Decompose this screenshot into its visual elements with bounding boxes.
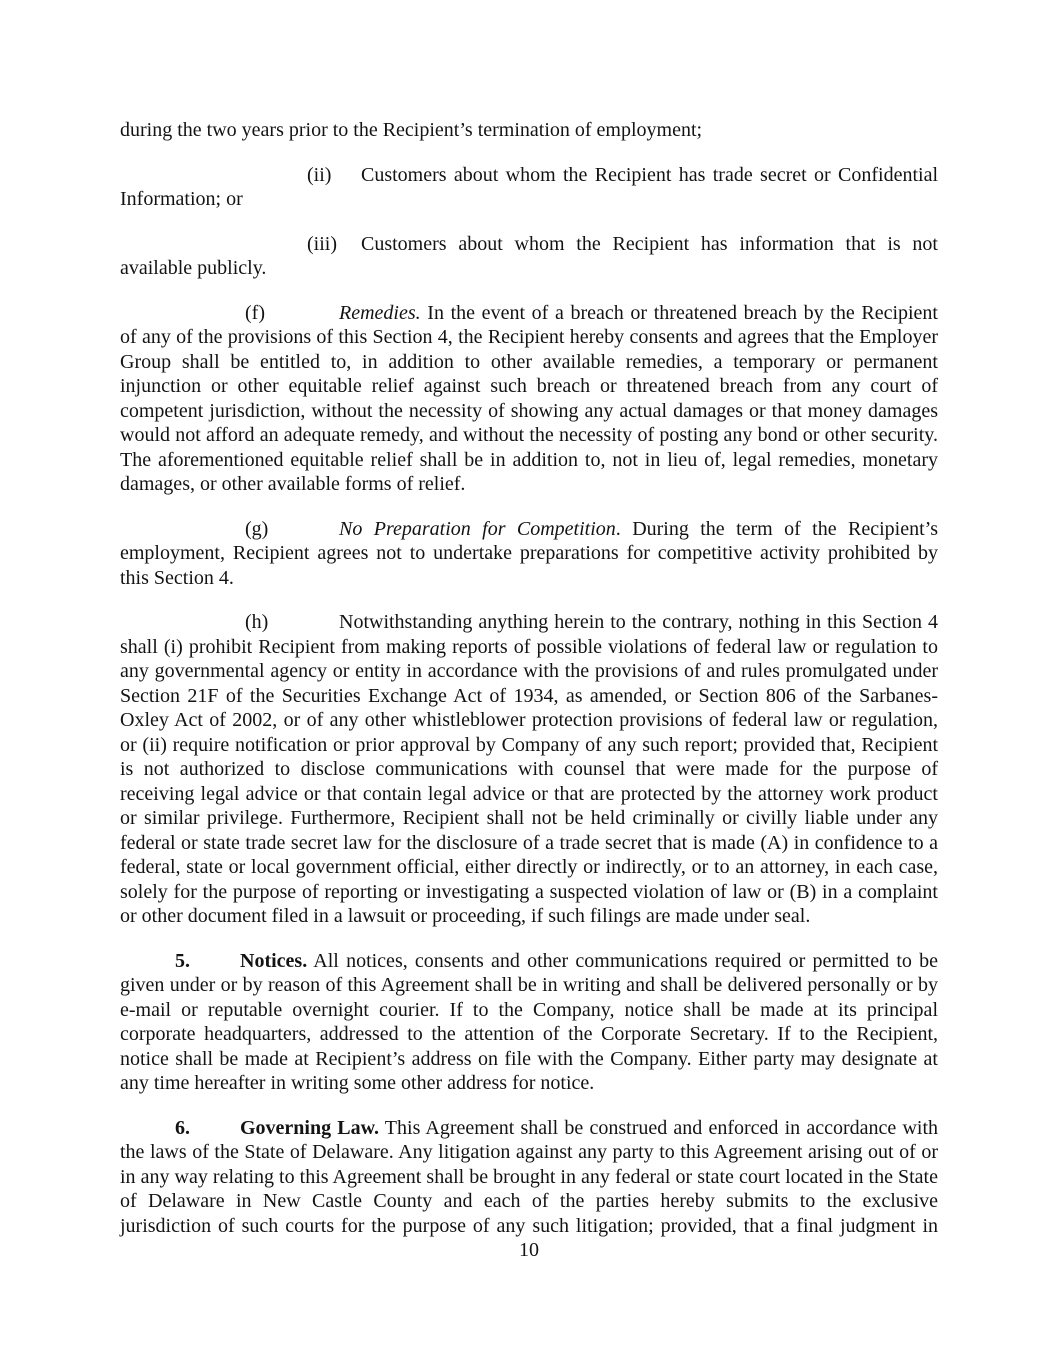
clause-marker: (g) xyxy=(245,517,269,540)
clause-text: Customers about whom the Recipient has trade secret or Confidential Information; or xyxy=(120,163,938,210)
section-heading: Notices. xyxy=(240,949,308,972)
section-5-notices xyxy=(120,949,938,1096)
section-text: All notices, consents and other communications required or permitted to be given under or by reason of this Agreement shall be in writing and shall be delivered personally or by e-mail or reputable overnight courier. If to the Company, notice shall be made at its principal corporate headquarters, addressed to the attention of the Corporate Secretary. If to the Recipient, notice shall be made at Recipient’s address on file with the Company. Either party may designate at any time hereafter in writing some other address for notice. xyxy=(120,949,938,1094)
clause-g-no-preparation xyxy=(120,517,938,591)
clause-marker: (ii) xyxy=(307,163,332,186)
section-number: 5. xyxy=(175,949,190,972)
paragraph-continuation xyxy=(120,118,938,143)
clause-iii xyxy=(120,232,938,281)
clause-marker: (h) xyxy=(245,611,269,633)
section-text: This Agreement shall be construed and enforced in accordance with the laws of the State of Delaware. Any litigation against any party to this Agreement arising out of or in any way relating to this Agreement shall be brought in any federal or state court located in the State of Delaware in New Castle County and each of the parties hereby submits to the exclusive jurisdiction of such courts for the purpose of any such litigation; provided, that a final judgment in xyxy=(120,1116,938,1237)
clause-text: In the event of a breach or threatened breach by the Recipient of any of the provisions of this Section 4, the Recipient hereby consents and agrees that the Employer Group shall be entitled to, in addition to other available remedies, a temporary or permanent injunction or other equitable relief against such breach or threatened breach from any court of competent jurisdiction, without the necessity of showing any actual damages or that money damages would not afford an adequate remedy, and without the necessity of posting any bond or other security. The aforementioned equitable relief shall be in addition to, not in lieu of, legal remedies, monetary damages, or other available forms of relief. xyxy=(120,301,938,495)
clause-heading: No Preparation for Competition xyxy=(339,517,616,540)
clause-heading: Remedies. xyxy=(339,301,421,324)
clause-text: Notwithstanding anything herein to the contrary, nothing in this Section 4 shall (i) prohibit Recipient from making reports of possible violations of federal law or regulation to any governmental agency or entity in accordance with the provisions of and rules promulgated under Section 21F of the Securities Exchange Act of 1934, as amended, or Section 806 of the Sarbanes-Oxley Act of 2002, or of any other whistleblower protection provisions of federal law or regulation, or (ii) require notification or prior approval by Company of any such report; provided that, Recipient is not authorized to disclose communications with counsel that were made for the purpose of receiving legal advice or that contain legal advice or that are protected by the attorney work product or similar privilege. Furthermore, Recipient shall not be held criminally or civilly liable under any federal or state trade secret law for the disclosure of a trade secret that is made (A) in confidence to a federal, state or local government official, either directly or indirectly, or to an attorney, in each case, solely for the purpose of reporting or investigating a suspected violation of law or (B) in a complaint or other document filed in a lawsuit or proceeding, if such filings are made under seal. xyxy=(120,611,938,927)
clause-ii xyxy=(120,163,938,212)
section-number: 6. xyxy=(175,1116,190,1139)
clause-marker: (iii) xyxy=(307,232,337,255)
clause-text: Customers about whom the Recipient has information that is not available publicly. xyxy=(120,232,938,279)
section-6-governing-law xyxy=(120,1116,938,1239)
page-number: 10 xyxy=(519,1239,539,1261)
clause-marker: (f) xyxy=(245,301,265,324)
section-heading: Governing Law. xyxy=(240,1116,379,1139)
clause-text: . During the term of the Recipient’s employment, Recipient agrees not to undertake preparations for competitive activity prohibited by this Section 4. xyxy=(120,517,938,589)
clause-f-remedies xyxy=(120,301,938,497)
paragraph-text: during the two years prior to the Recipient’s termination of employment; xyxy=(120,119,703,141)
clause-h-whistleblower xyxy=(120,610,938,929)
